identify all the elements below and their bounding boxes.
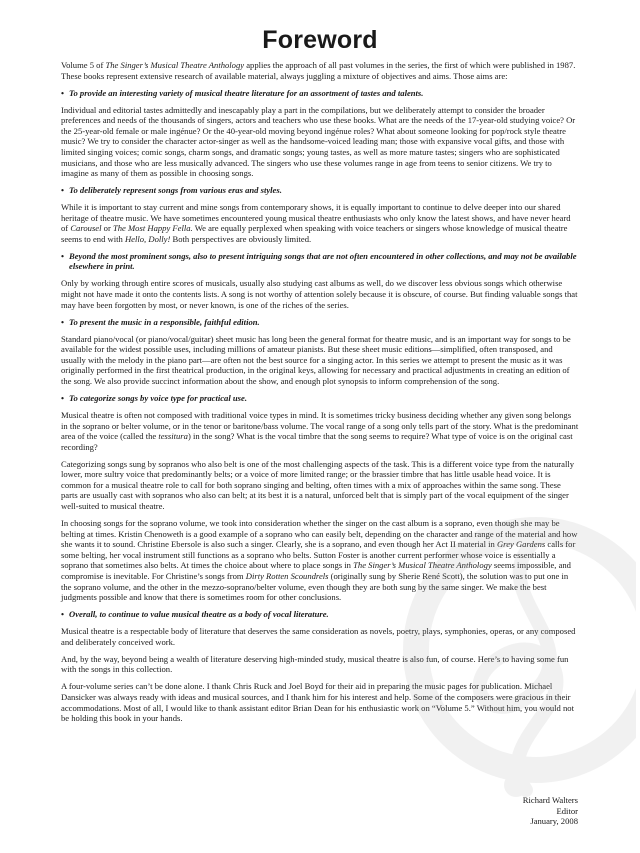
text-run: or — [101, 223, 113, 234]
aim-bullet-4: • To present the music in a responsible, faithful edition. — [61, 317, 579, 328]
paragraph-3: Only by working through entire scores of musicals, usually also studying cast albums as well, do we discover less obvious songs which otherwise might not have made it onto the contents lists. A song is not worthy of attention solely because it is obscure, of course. But finding valuable songs that may have been forgotten by most, or never known, is one of the riches of the series. — [61, 278, 578, 310]
signature-block — [523, 795, 578, 827]
paragraph-5 — [61, 410, 579, 452]
show-title: Carousel — [70, 223, 102, 234]
text-run: Volume 5 of — [61, 60, 106, 70]
show-title: Grey Gardens — [496, 539, 546, 550]
signature-role: Editor — [556, 805, 578, 816]
text-run: Both perspectives are obviously limited. — [170, 233, 312, 244]
term: tessitura — [158, 431, 188, 442]
book-title: The Singer’s Musical Theatre Anthology — [353, 560, 492, 571]
text-run: In choosing songs for the soprano volume, we took into consideration whether the singer on the cast album is a soprano, even though she may be belting at times. Kristin Chenoweth is a good example of a soprano who can easily belt, depending on the character and range of the material and how she wants it to sound. Christine Ebersole is also such a singer. Clearly, she is a soprano, and even though her Act II material in — [61, 518, 578, 550]
paragraph-10: A four-volume series can’t be done alone. I thank Chris Ruck and Joel Boyd for their aid in preparing the music pages for publication. Michael Dansicker was always ready with ideas and musical sources, and I thank him for his interest and help. Some of the composers were gracious in their accommodations. Most of all, I would like to thank assistant editor Brian Dean for his enthusiastic work on “Volume 5.” Without him, you would not be holding this book in your hands. — [61, 681, 574, 724]
paragraph-9: And, by the way, beyond being a wealth of literature deserving high-minded study, musical theatre is also fun, of course. Here’s to having some fun with the songs in this collection. — [61, 653, 569, 675]
show-title: The Most Happy Fella. — [112, 223, 193, 234]
paragraph-1: Individual and editorial tastes admittedly and inescapably play a part in the compilations, but we deliberately attempt to consider the broader preferences and needs of the thousands of singers, actors and teachers who use these books. What are the needs of the 17-year-old studying voice? Or the 25-year-old female or male ingénue? Or the 40-year-old moving beyond ingénue roles? What about someone looking for pop/rock style theatre music? We try to consider the character actor-singer as well as the handsome-voiced leading man; those with expansive vocal gifts, and those with limited singing voices; comic songs, charm songs, and dramatic songs; young tastes, as well as more mature tastes; singers who are sophisticated musicians, and those who are less musically advanced. The singers who use these volumes range in age from teens to senior citizens. We try to imagine as many of them as possible in choosing songs. — [61, 104, 576, 179]
foreword-body — [61, 60, 579, 730]
aim-bullet-3: • Beyond the most prominent songs, also to present intriguing songs that are not often encountered in other collections, and may not be available elsewhere in print. — [61, 251, 579, 272]
intro-paragraph — [61, 60, 579, 81]
paragraph-2 — [61, 202, 579, 244]
text-run: (originally sung by Sherie René Scott), the solution was to put one in the soprano volume, and the other in the mezzo-soprano/belter volume, even though they are both sung by the same singer. We make the best judgments possible and know that there is sometimes room for other conclusions. — [61, 571, 569, 603]
page-title: Foreword — [262, 26, 378, 54]
show-title: Dirty Rotten Scoundrels — [245, 571, 329, 582]
paragraph-7 — [61, 518, 579, 603]
text-run: We are equally perplexed when speaking with voice teachers or singers whose knowledge of musical theatre seems to end with — [61, 223, 568, 244]
paragraph-6: Categorizing songs sung by sopranos who also belt is one of the most challenging aspects of the task. This is a different voice type from the naturally lower, more sultry voice that predominantly belts; or a voice of more limited range; or the brassier timbre that has little usable head voice. It is common for a musical theatre role to call for both soprano singing and belting, often times with a mix of approaches within the same song. These parts are usually cast with sopranos who also can belt; at its best it is a natural, unforced belt that is simply part of the vocal equipment of the singer well-suited to musical theatre. — [61, 458, 575, 512]
aim-bullet-6: • Overall, to continue to value musical theatre as a body of vocal literature. — [61, 609, 579, 620]
signature-date: January, 2008 — [530, 816, 578, 827]
text-run: seems impossible, and compromise is inevitable. For Christine’s songs from — [61, 560, 571, 582]
paragraph-8: Musical theatre is a respectable body of literature that deserves the same consideration as novels, poetry, plays, symphonies, operas, or any composed and deliberately conceived work. — [61, 626, 576, 647]
text-run: calls for some belting, her vocal instrument still functions as a soprano who belts. Sutton Foster is another current performer whose voice is essentially a soprano that sometimes also belts. At times the choice about where to place songs in — [61, 539, 576, 571]
book-title: The Singer’s Musical Theatre Anthology — [105, 60, 245, 70]
text-run: Musical theatre is often not composed with traditional voice types in mind. It is sometimes tricky business deciding whether any given song belongs in the soprano or belter volume, or in the tenor or baritone/bass volume. The vocal range of a song only tells part of the story. What is the predominant area of the voice (called the — [61, 409, 579, 442]
text-run: ) in the song? What is the vocal timbre that the song seems to require? What type of voice is on the original cast recording? — [61, 431, 573, 452]
text-run: applies the approach of all past volumes in the series, the first of which were published in 1987. These books represent extensive research of available material, always juggling a mixture of objectives and aims. Those aims are: — [61, 60, 576, 81]
aim-bullet-5: • To categorize songs by voice type for practical use. — [61, 393, 579, 404]
aim-bullet-2: • To deliberately represent songs from various eras and styles. — [61, 185, 579, 196]
aim-bullet-1: • To provide an interesting variety of musical theatre literature for an assortment of tastes and talents. — [61, 88, 579, 99]
show-title: Hello, Dolly! — [124, 233, 171, 244]
paragraph-4: Standard piano/vocal (or piano/vocal/guitar) sheet music has long been the general format for theatre music, and is an important way for songs to be available for the widest possible uses, including millions of amateur pianists. But these sheet music editions—simplified, often transposed, and usually with the melody in the piano part—are often not the best source for a singing actor. In this series we attempt to present the music as it was originally performed in the first theatrical production, in the original keys, allowing for necessary and practical adjustments in creating an edition of the song. We also provide succinct information about the show, and enough plot synopsis to inform comprehension of the song. — [61, 333, 571, 386]
text-run: While it is important to stay current and mine songs from contemporary shows, it is equally important to continue to delve deeper into our shared heritage of theatre music. We have sometimes encountered young musical theatre enthusiasts who only know the latest shows, and have never heard of — [61, 202, 571, 234]
signature-name: Richard Walters — [522, 795, 578, 805]
